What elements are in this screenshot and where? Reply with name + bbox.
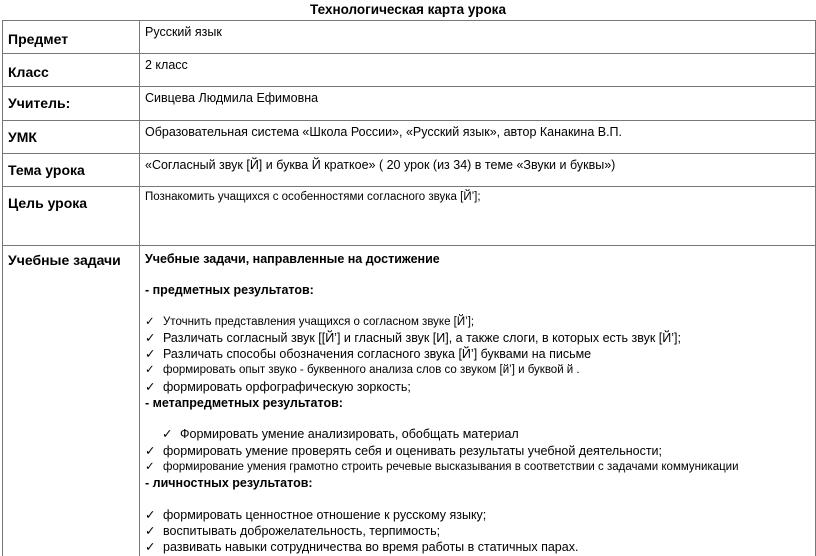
label-subject: Предмет: [3, 21, 140, 53]
value-goal: Познакомить учащихся с особенностями согласного звука [Й’];: [145, 191, 481, 203]
item-text: воспитывать доброжелательность, терпимость;: [163, 523, 441, 538]
check-icon: ✓: [145, 540, 156, 555]
check-icon: ✓: [145, 523, 156, 538]
row-subject: [3, 20, 815, 53]
item-text: формировать опыт звуко - буквенного анализа слов со звуком [й’] и буквой й .: [163, 364, 580, 377]
value-umk: Образовательная система «Школа России», «Русский язык», автор Канакина В.П.: [145, 125, 623, 139]
check-icon: ✓: [145, 330, 156, 345]
label-tasks: Учебные задачи: [3, 246, 140, 556]
check-icon: ✓: [145, 379, 156, 394]
list-item: [145, 426, 815, 442]
lesson-table: [2, 20, 816, 556]
list-item: [145, 507, 815, 523]
check-icon: ✓: [145, 443, 156, 458]
check-icon: ✓: [162, 427, 173, 442]
list-item: [145, 523, 815, 539]
item-text: Различать согласный звук [[Й’] и гласный звук [И], а также слоги, в которых есть звук [Й’];: [163, 330, 681, 345]
subject-results-heading: - предметных результатов:: [145, 283, 314, 298]
value-topic: «Согласный звук [Й] и буква Й краткое» ( 20 урок (из 34) в теме «Звуки и буквы»): [145, 158, 616, 172]
row-umk: [3, 120, 815, 153]
item-text: формирование умения грамотно строить речевые высказывания в соответствии с задачами коммуникации: [163, 460, 739, 473]
row-topic: [3, 153, 815, 186]
label-umk: УМК: [3, 121, 140, 153]
tasks-heading: Учебные задачи, направленные на достижение: [145, 252, 440, 266]
label-teacher: Учитель:: [3, 87, 140, 120]
item-text: формировать орфографическую зоркость;: [163, 379, 411, 394]
check-icon: ✓: [145, 507, 156, 522]
row-class: [3, 53, 815, 86]
list-item: [145, 346, 815, 362]
check-icon: ✓: [145, 460, 155, 473]
check-icon: ✓: [145, 347, 156, 362]
row-teacher: [3, 86, 815, 120]
check-icon: ✓: [145, 315, 155, 328]
item-text: Уточнить представления учащихся о согласном звуке [Й’];: [163, 315, 475, 328]
value-teacher: Сивцева Людмила Ефимовна: [145, 91, 319, 105]
meta-results-heading: - метапредметных результатов:: [145, 396, 343, 411]
label-topic: Тема урока: [3, 154, 140, 186]
label-class: Класс: [3, 54, 140, 86]
check-icon: ✓: [145, 364, 155, 377]
personal-results-heading: - личностных результатов:: [145, 476, 313, 491]
document-title: Технологическая карта урока: [310, 2, 506, 17]
value-subject: Русский язык: [145, 25, 222, 39]
value-tasks: [140, 246, 815, 556]
row-goal: [3, 186, 815, 245]
list-item: [145, 379, 815, 395]
item-text: формировать ценностное отношение к русскому языку;: [163, 507, 487, 522]
list-item: [145, 459, 815, 475]
item-text: развивать навыки сотрудничества во время работы в статичных парах.: [163, 540, 579, 555]
item-text: Различать способы обозначения согласного звука [Й’] буквами на письме: [163, 347, 592, 362]
row-tasks: [3, 245, 815, 556]
value-class: 2 класс: [145, 58, 188, 72]
list-item: [145, 539, 815, 555]
label-goal: Цель урока: [3, 187, 140, 245]
list-item: [145, 362, 815, 378]
item-text: Формировать умение анализировать, обобщать материал: [180, 427, 519, 442]
item-text: формировать умение проверять себя и оценивать результаты учебной деятельности;: [163, 443, 663, 458]
list-item: [145, 443, 815, 459]
list-item: [145, 314, 815, 330]
list-item: [145, 330, 815, 346]
